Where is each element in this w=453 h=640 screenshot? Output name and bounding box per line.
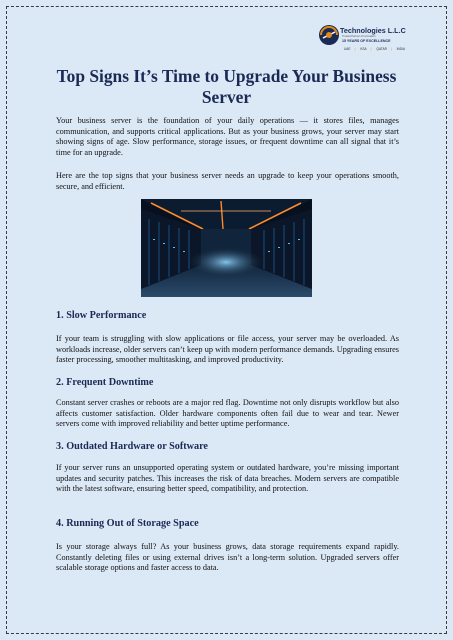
city-india: INDIA [396, 47, 406, 51]
brand-tagline: Trusted Partner of Innovation [342, 35, 376, 38]
server-room-image [141, 199, 312, 297]
section-body-4: Is your storage always full? As your business grows, data storage requirements expand rapidly. Constantly deleting files or using external drives isn’t a long-term solution. Upgraded servers offer scalable storage options and faster access to data. [56, 542, 399, 573]
intro-paragraph-2: Here are the top signs that your business server needs an upgrade to keep your operations smooth, secure, and efficient. [56, 171, 399, 191]
section-heading-3: 3. Outdated Hardware or Software [56, 441, 208, 452]
city-qatar: QATAR [376, 47, 387, 51]
city-separator: | [354, 47, 356, 51]
intro-paragraph-1: Your business server is the foundation of your daily operations — it stores files, manages communication, and supports critical applications. But as your business grows, your server may start showing signs of age. Slow performance, storage issues, or frequent downtime can all signal that it’s time for an upgrade. [56, 116, 399, 157]
logo-globe-icon [318, 24, 340, 46]
company-logo [318, 22, 436, 56]
section-heading-1: 1. Slow Performance [56, 310, 147, 321]
page-title: Top Signs It’s Time to Upgrade Your Business Server [56, 66, 397, 107]
brand-cities [344, 47, 409, 51]
section-heading-4: 4. Running Out of Storage Space [56, 518, 199, 529]
city-separator: | [390, 47, 392, 51]
section-body-2: Constant server crashes or reboots are a major red flag. Downtime not only disrupts workflow but also affects customer satisfaction. Older hardware components often fail due to wear and tear. Newer servers come with improved reliability and better uptime performance. [56, 398, 399, 429]
section-body-3: If your server runs an unsupported operating system or outdated hardware, you’re missing important updates and security patches. This increases the risk of data breaches. Modern servers are compatible with the latest software, ensuring better speed, compatibility, and protection. [56, 463, 399, 494]
brand-name: Technologies L.L.C [340, 26, 406, 35]
city-uae: UAE [344, 47, 351, 51]
brand-years: 15 YEARS OF EXCELLENCE [342, 39, 391, 43]
city-separator: | [370, 47, 372, 51]
section-body-1: If your team is struggling with slow applications or file access, your server may be overloaded. As workloads increase, older servers can’t keep up with modern performance demands. Upgrading ensures faster processing, smoother multitasking, and improved productivity. [56, 334, 399, 365]
city-ksa: KSA [360, 47, 367, 51]
section-heading-2: 2. Frequent Downtime [56, 377, 154, 388]
